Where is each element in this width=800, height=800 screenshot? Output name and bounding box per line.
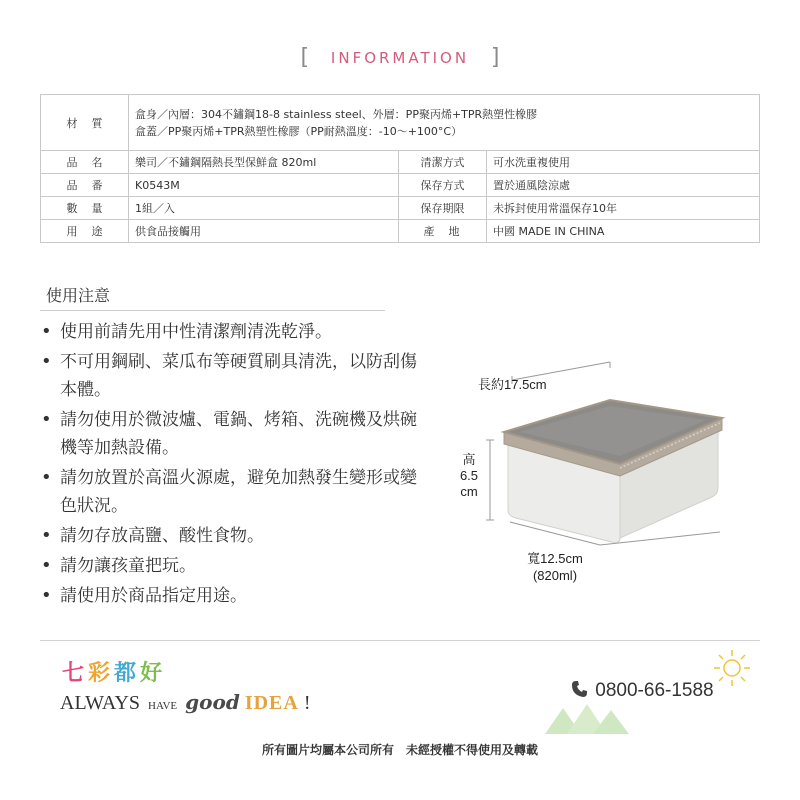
spec-label-2: 保存期限 [399, 197, 487, 220]
height-label-2: 6.5 [459, 468, 479, 483]
spec-label: 用途 [41, 220, 129, 243]
notes-divider [40, 310, 385, 311]
spec-row [41, 151, 760, 174]
spec-value: 供食品接觸用 [129, 220, 399, 243]
list-item: • 請勿使用於微波爐、電鍋、烤箱、洗碗機及烘碗機等加熱設備。 [38, 406, 428, 462]
product-illustration [459, 360, 770, 600]
phone-text: 0800-66-1588 [595, 680, 714, 701]
brand-char: 彩 [88, 661, 115, 686]
slogan-always: ALWAYS [60, 692, 141, 714]
width-value: 寬12.5cm [527, 551, 583, 566]
spec-row-material [41, 95, 760, 151]
usage-notes-list [38, 318, 428, 612]
spec-label-2: 清潔方式 [399, 151, 487, 174]
slogan-have: HAVE [148, 700, 178, 712]
list-item: • 請勿放置於高溫火源處，避免加熱發生變形或變色狀況。 [38, 464, 428, 520]
spec-value-2: 中國 MADE IN CHINA [487, 220, 760, 243]
information-label: INFORMATION [330, 49, 470, 67]
brand-char: 好 [140, 661, 167, 686]
capacity-value: (820ml) [532, 568, 578, 583]
spec-row [41, 174, 760, 197]
phone-icon [570, 680, 590, 698]
left-bracket: [ [300, 45, 310, 70]
list-item: • 使用前請先用中性清潔劑清洗乾淨。 [38, 318, 428, 346]
brand-char: 都 [114, 661, 141, 686]
spec-label-2: 保存方式 [399, 174, 487, 197]
slogan-exclaim: ! [303, 692, 311, 714]
spec-value-2: 可水洗重複使用 [487, 151, 760, 174]
spec-value: 1組／入 [129, 197, 399, 220]
height-label-3: cm [460, 484, 478, 499]
width-label [510, 550, 600, 584]
spec-label: 品名 [41, 151, 129, 174]
spec-value-2: 未拆封使用常溫保存10年 [487, 197, 760, 220]
spec-label: 數量 [41, 197, 129, 220]
height-label [456, 452, 482, 500]
footer-divider [40, 640, 760, 641]
spec-row [41, 197, 760, 220]
copyright-notice: 所有圖片均屬本公司所有 未經授權不得使用及轉載 [261, 743, 538, 757]
material-line-2: 盒蓋／PP聚丙烯+TPR熱塑性橡膠（PP耐熱溫度：-10～+100°C） [135, 124, 463, 138]
brand-slogan [60, 690, 311, 715]
spec-row [41, 220, 760, 243]
length-label: 長約17.5cm [478, 377, 547, 392]
spec-label: 品番 [41, 174, 129, 197]
information-title [0, 44, 800, 69]
mountains-icon [545, 700, 645, 734]
spec-value: K0543M [129, 174, 399, 197]
spec-value-2: 置於通風陰涼處 [487, 174, 760, 197]
material-line-1: 盒身／內層：304不鏽鋼18-8 stainless steel、外層：PP聚丙烯+TPR熱塑性橡膠 [135, 107, 538, 121]
brand-char: 七 [62, 661, 89, 686]
list-item: • 請勿讓孩童把玩。 [38, 552, 428, 580]
usage-notes-title: 使用注意 [46, 286, 111, 305]
slogan-idea: IDEA [244, 692, 299, 714]
spec-value: 樂司／不鏽鋼隔熱長型保鮮盒 820ml [129, 151, 399, 174]
right-bracket: ] [490, 45, 500, 70]
spec-table [40, 94, 760, 243]
phone-number[interactable] [570, 680, 714, 702]
material-label: 材質 [41, 95, 129, 151]
slogan-good: good [185, 690, 240, 714]
material-value [129, 95, 760, 151]
brand-logo-cn [62, 656, 166, 687]
spec-label-2: 產地 [399, 220, 487, 243]
sun-icon [712, 648, 752, 688]
list-item: • 請勿存放高鹽、酸性食物。 [38, 522, 428, 550]
height-label-1: 高 [462, 452, 476, 467]
list-item: • 請使用於商品指定用途。 [38, 582, 428, 610]
list-item: • 不可用鋼刷、菜瓜布等硬質刷具清洗，以防刮傷本體。 [38, 348, 428, 404]
